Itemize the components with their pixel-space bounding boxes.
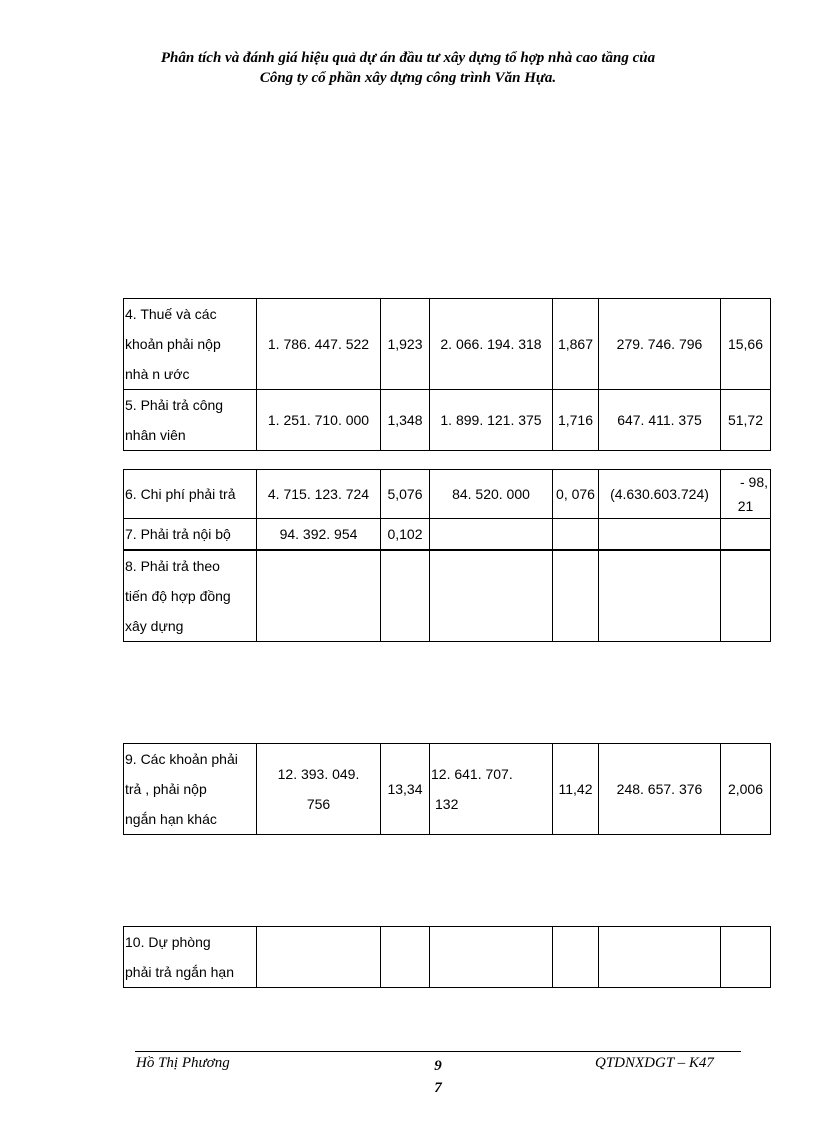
table-row xyxy=(124,550,771,642)
document-header xyxy=(0,48,816,88)
footer-author: Hồ Thị Phương xyxy=(136,1055,230,1071)
value-cell: 12. 393. 049. 756 xyxy=(257,744,381,835)
value-cell: 279. 746. 796 xyxy=(599,299,721,390)
value-cell: 1,867 xyxy=(553,299,599,390)
table-row xyxy=(124,519,771,551)
value-cell: 0,102 xyxy=(381,519,430,551)
value-cell xyxy=(599,927,721,988)
row-label: 6. Chi phí phải trả xyxy=(124,470,257,519)
value-cell: 1,348 xyxy=(381,390,430,451)
value-cell: 12. 641. 707. 132 xyxy=(430,744,553,835)
row-label: 10. Dự phòng phải trả ngắn hạn xyxy=(124,927,257,988)
value-cell: 84. 520. 000 xyxy=(430,470,553,519)
value-cell xyxy=(553,519,599,551)
footer-code: QTDNXDGT – K47 xyxy=(595,1055,714,1071)
value-cell: (4.630.603.724) xyxy=(599,470,721,519)
value-cell: 1,716 xyxy=(553,390,599,451)
value-cell: 51,72 xyxy=(721,390,771,451)
liabilities-table-part-1 xyxy=(123,298,771,451)
value-cell xyxy=(381,927,430,988)
table-row xyxy=(124,390,771,451)
value-cell xyxy=(553,927,599,988)
value-cell: 1. 786. 447. 522 xyxy=(257,299,381,390)
value-cell: 1,923 xyxy=(381,299,430,390)
value-cell xyxy=(721,519,771,551)
value-cell xyxy=(721,550,771,642)
value-cell: 0, 076 xyxy=(553,470,599,519)
value-cell: 1. 251. 710. 000 xyxy=(257,390,381,451)
liabilities-table-part-4 xyxy=(123,926,771,988)
table-row xyxy=(124,927,771,988)
table-row xyxy=(124,299,771,390)
value-cell: 15,66 xyxy=(721,299,771,390)
liabilities-table-part-3 xyxy=(123,743,771,835)
value-cell xyxy=(553,550,599,642)
value-cell xyxy=(721,927,771,988)
footer-divider xyxy=(135,1051,741,1052)
row-label: 8. Phải trả theo tiến độ hợp đồng xây dựng xyxy=(124,550,257,642)
value-cell xyxy=(257,927,381,988)
row-label: 7. Phải trả nội bộ xyxy=(124,519,257,551)
value-cell xyxy=(381,550,430,642)
value-cell xyxy=(430,927,553,988)
header-line-1: Phân tích và đánh giá hiệu quả dự án đầu tư xây dựng tổ hợp nhà cao tầng của xyxy=(160,50,656,66)
value-cell xyxy=(599,550,721,642)
header-line-2: Công ty cổ phần xây dựng công trình Văn Hựa. xyxy=(259,70,557,86)
value-cell: 647. 411. 375 xyxy=(599,390,721,451)
table-row xyxy=(124,470,771,519)
value-cell: 13,34 xyxy=(381,744,430,835)
page-number: 9 7 xyxy=(434,1058,442,1096)
value-cell xyxy=(430,519,553,551)
row-label: 9. Các khoản phải trả , phải nộp ngắn hạn khác xyxy=(124,744,257,835)
value-cell: 248. 657. 376 xyxy=(599,744,721,835)
value-cell xyxy=(599,519,721,551)
value-cell: 4. 715. 123. 724 xyxy=(257,470,381,519)
value-cell: 11,42 xyxy=(553,744,599,835)
value-cell: - 98, 21 xyxy=(721,470,771,519)
row-label: 5. Phải trả công nhân viên xyxy=(124,390,257,451)
row-label: 4. Thuế và các khoản phải nộp nhà n ước xyxy=(124,299,257,390)
value-cell xyxy=(430,550,553,642)
value-cell xyxy=(257,550,381,642)
value-cell: 5,076 xyxy=(381,470,430,519)
value-cell: 1. 899. 121. 375 xyxy=(430,390,553,451)
value-cell: 94. 392. 954 xyxy=(257,519,381,551)
value-cell: 2. 066. 194. 318 xyxy=(430,299,553,390)
liabilities-table-part-2 xyxy=(123,469,771,642)
value-cell: 2,006 xyxy=(721,744,771,835)
table-row xyxy=(124,744,771,835)
